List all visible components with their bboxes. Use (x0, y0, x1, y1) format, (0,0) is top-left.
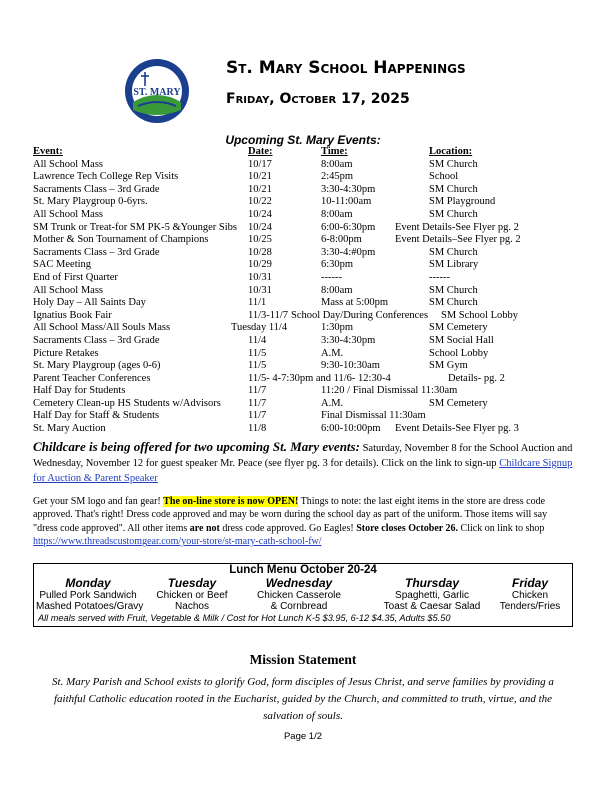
event-name: Sacraments Class – 3rd Grade (33, 183, 160, 195)
lunch-monday-line2: Mashed Potatoes/Gravy (36, 601, 144, 612)
event-row (33, 410, 573, 423)
event-location: SM Library (429, 259, 479, 271)
lunch-thursday-line1: Spaghetti, Garlic (395, 590, 469, 601)
event-row (33, 322, 573, 335)
event-date: 10/22 (248, 196, 272, 208)
event-time: 11:20 / Final Dismissal 11:30am (321, 385, 458, 397)
store-body-3: Click on link to shop (458, 522, 545, 534)
store-intro: Get your SM logo and fan gear! (33, 496, 164, 507)
lunch-tuesday-line2: Nachos (175, 601, 209, 612)
event-date: 11/7 (248, 385, 267, 397)
event-name: St. Mary Playgroup (ages 0-6) (33, 360, 161, 372)
lunch-note: All meals served with Fruit, Vegetable & Milk / Cost for Hot Lunch K-5 $3.95, 6-12 $4.35, Adults $5.50 (38, 613, 451, 623)
event-location: School Lobby (429, 347, 489, 359)
column-header-event: Event: (33, 146, 63, 157)
event-name: Mother & Son Tournament of Champions (33, 234, 209, 246)
event-time: Final Dismissal 11:30am (321, 410, 426, 422)
event-date: 10/25 (248, 234, 272, 246)
event-location: ------ (429, 271, 450, 283)
store-open-highlight: The on-line store is now OPEN! (163, 496, 299, 507)
event-location: SM Church (429, 208, 478, 220)
lunch-wednesday-line2: & Cornbread (270, 601, 328, 612)
event-location: SM Church (429, 284, 478, 296)
event-row (33, 373, 573, 386)
events-header-row (33, 146, 573, 159)
event-time: 6:00-6:30pm (321, 221, 376, 233)
store-closes: Store closes October 26. (356, 522, 459, 534)
event-time: 2:45pm (321, 171, 354, 183)
event-row (33, 398, 573, 411)
logo-text: ST. MARY (133, 87, 181, 98)
column-header-location: Location: (429, 146, 473, 157)
event-name: Holy Day – All Saints Day (33, 297, 146, 309)
event-date: 11/7 (248, 410, 267, 422)
event-date: 11/7 (248, 397, 267, 409)
store-link[interactable]: https://www.threadscustomgear.com/your-store/st-mary-cath-school-fw/ (33, 536, 322, 548)
event-row (33, 297, 573, 310)
event-row (33, 348, 573, 361)
event-date: 10/31 (248, 284, 272, 296)
event-location: SM Gym (429, 360, 468, 372)
event-location: SM Playground (429, 196, 496, 208)
event-time: 8:00am (321, 208, 353, 220)
event-row (33, 159, 573, 172)
store-body-2: dress code approved. Go Eagles! (219, 522, 357, 534)
childcare-body: Saturday, November 8 for the School Auction and Wednesday, November 12 for guest speaker Mr. Peace (see flyer pg. 3 for details). Click on the link to sign-up (33, 443, 573, 469)
column-header-time: Time: (321, 146, 348, 157)
store-notice (33, 495, 573, 549)
event-rows (33, 159, 573, 436)
event-location: SM Cemetery (429, 397, 488, 409)
event-date: 10/24 (248, 208, 272, 220)
event-name: Sacraments Class – 3rd Grade (33, 246, 160, 258)
mission-text: St. Mary Parish and School exists to glorify God, form disciples of Jesus Christ, and serve families by providing a faithful Catholic education rooted in the Eucharist, guided by the Church, and committed to truth, virtue, and the salvation of souls. (52, 676, 554, 722)
event-location: Event Details-See Flyer pg. 2 (395, 221, 519, 233)
event-name: All School Mass (33, 284, 104, 296)
event-name: Ignatius Book Fair (33, 309, 112, 321)
event-name: All School Mass (33, 158, 104, 170)
event-date: 10/21 (248, 183, 272, 195)
event-date: 10/31 (248, 271, 272, 283)
event-name: Sacraments Class – 3rd Grade (33, 334, 160, 346)
event-date: 11/5- 4-7:30pm and 11/6- 12:30-4 (248, 372, 391, 384)
event-date: 11/3-11/7 (248, 309, 289, 321)
event-time: 8:00am (321, 284, 353, 296)
childcare-lead: Childcare is being offered for two upcoming St. Mary events: (33, 439, 360, 454)
lunch-day-wednesday: Wednesday (265, 576, 333, 590)
event-time: 1:30pm (321, 322, 354, 334)
event-row (33, 360, 573, 373)
event-name: Cemetery Clean-up HS Students w/Advisors (33, 397, 221, 409)
lunch-menu (33, 563, 573, 627)
event-name: SAC Meeting (33, 259, 92, 271)
event-location: SM Social Hall (429, 334, 494, 346)
lunch-tuesday-line1: Chicken or Beef (156, 590, 228, 601)
event-time: 6:30pm (321, 259, 354, 271)
page-number: Page 1/2 (283, 731, 323, 742)
event-name: Half Day for Staff & Students (33, 410, 160, 422)
event-row (33, 272, 573, 285)
event-time: A.M. (321, 347, 344, 359)
event-name: Parent Teacher Conferences (33, 372, 151, 384)
event-date: 10/24 (248, 221, 272, 233)
event-date: Tuesday 11/4 (231, 322, 288, 334)
lunch-friday-line1: Chicken (511, 590, 549, 601)
event-name: St. Mary Auction (33, 423, 106, 435)
store-not-emphasis: are not (189, 522, 220, 534)
lunch-thursday-line2: Toast & Caesar Salad (383, 601, 481, 612)
event-row (33, 209, 573, 222)
event-name: Lawrence Tech College Rep Visits (33, 171, 179, 183)
event-time: 6-8:00pm (321, 234, 362, 246)
lunch-day-friday: Friday (511, 576, 548, 590)
event-date: 10/17 (248, 158, 272, 170)
event-row (33, 247, 573, 260)
event-time: 9:30-10:30am (321, 360, 380, 372)
event-time: 10-11:00am (321, 196, 372, 208)
event-name: St. Mary Playgroup 0-6yrs. (33, 196, 148, 208)
event-date: 11/5 (248, 360, 267, 372)
event-name: All School Mass/All Souls Mass (33, 322, 171, 334)
event-location: SM School Lobby (441, 309, 519, 321)
page-title: St. Mary School Happenings (226, 58, 466, 78)
lunch-day-monday: Monday (65, 576, 111, 590)
event-name: Half Day for Students (33, 385, 126, 397)
event-name: All School Mass (33, 208, 104, 220)
event-location: SM Church (429, 183, 478, 195)
school-logo (124, 58, 190, 124)
event-row (33, 385, 573, 398)
event-location: SM Church (429, 158, 478, 170)
event-row (33, 310, 573, 323)
events-heading: Upcoming St. Mary Events: (225, 133, 381, 147)
event-date: 11/8 (248, 423, 267, 435)
event-name: Picture Retakes (33, 347, 99, 359)
event-date: 10/29 (248, 259, 272, 271)
lunch-menu-title: Lunch Menu October 20-24 (229, 564, 377, 576)
event-name: SM Trunk or Treat-for SM PK-5 &Younger Sibs (33, 221, 238, 233)
event-date: 10/21 (248, 171, 272, 183)
event-row (33, 423, 573, 436)
events-table (33, 146, 573, 436)
event-time: ------ (321, 271, 342, 283)
childcare-notice (33, 439, 573, 486)
lunch-wednesday-line1: Chicken Casserole (257, 590, 341, 601)
page-date: Friday, October 17, 2025 (226, 91, 410, 107)
store-body-1: Things to note: the last eight items in the store are dress code approved. That's right! Dress code approved and may be worn during the school day as part of the uniform. Those items will say "dress code approved". All other items (33, 496, 548, 534)
event-date: 11/4 (248, 334, 267, 346)
lunch-monday-line1: Pulled Pork Sandwich (39, 590, 137, 601)
event-time: Mass at 5:00pm (321, 297, 389, 309)
event-row (33, 171, 573, 184)
lunch-friday-line2: Tenders/Fries (499, 601, 561, 612)
event-row (33, 234, 573, 247)
event-time: 3:30-4:30pm (321, 334, 376, 346)
event-date: 10/28 (248, 246, 272, 258)
event-location: SM Church (429, 246, 478, 258)
event-location: Details- pg. 2 (448, 372, 505, 384)
event-row (33, 335, 573, 348)
event-row (33, 184, 573, 197)
event-location: SM Cemetery (429, 322, 488, 334)
event-time: 8:00am (321, 158, 353, 170)
event-location: Event Details-See Flyer pg. 3 (395, 423, 519, 435)
lunch-day-thursday: Thursday (404, 576, 459, 590)
mission-title: Mission Statement (249, 652, 357, 667)
column-header-date: Date: (248, 146, 273, 157)
event-row (33, 222, 573, 235)
event-row (33, 259, 573, 272)
event-location: Event Details–See Flyer pg. 2 (395, 234, 521, 246)
event-row (33, 285, 573, 298)
childcare-signup-link[interactable]: Childcare Signup for Auction & Parent Speaker (33, 458, 573, 484)
event-time: 3:30-4:30pm (321, 183, 376, 195)
event-row (33, 196, 573, 209)
event-name: End of First Quarter (33, 271, 118, 283)
event-date: 11/5 (248, 347, 267, 359)
event-location: SM Church (429, 297, 478, 309)
lunch-day-tuesday: Tuesday (167, 576, 217, 590)
event-date: 11/1 (248, 297, 267, 309)
event-time: 6:00-10:00pm (321, 423, 381, 435)
event-time: A.M. (321, 397, 344, 409)
event-time: School Day/During Conferences (291, 309, 429, 321)
event-time: 3:30-4:#0pm (321, 246, 376, 258)
event-location: School (429, 171, 459, 183)
